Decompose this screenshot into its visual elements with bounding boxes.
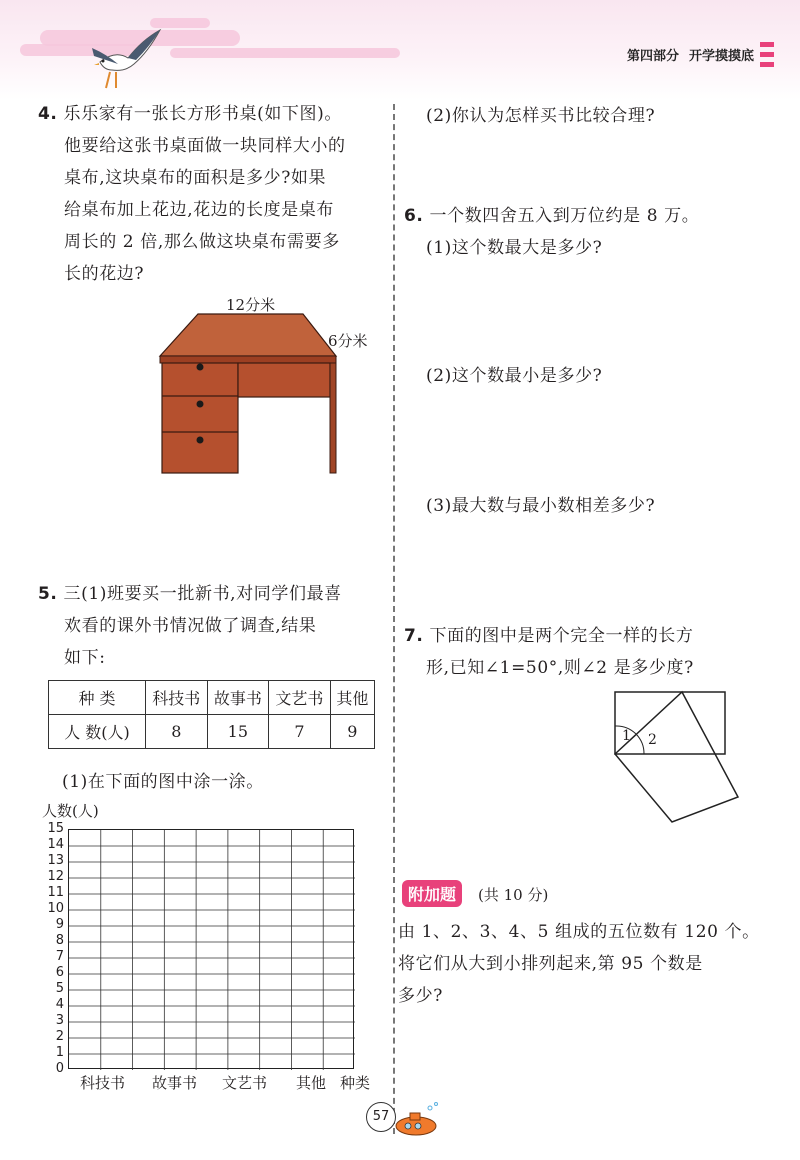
angle-2-label: 2 (648, 732, 657, 748)
table-cell: 7 (269, 715, 331, 749)
bonus-line: 由 1、2、3、4、5 组成的五位数有 120 个。 (398, 922, 760, 942)
q7-line: 下面的图中是两个完全一样的长方 (429, 626, 694, 646)
x-label: 科技书 (80, 1074, 126, 1092)
q4-line: 他要给这张书桌面做一块同样大小的 (64, 136, 346, 156)
question-5 (38, 578, 342, 674)
q6-sub3: (3)最大数与最小数相差多少? (426, 496, 656, 516)
q4-line: 乐乐家有一张长方形书桌(如下图)。 (63, 104, 342, 124)
bonus-question (398, 916, 760, 1012)
q4-line: 桌布,这块桌布的面积是多少?如果 (64, 168, 327, 188)
q5-line: 欢看的课外书情况做了调查,结果 (64, 616, 317, 636)
q4-line: 长的花边? (64, 264, 145, 284)
q7-line: 形,已知∠1=50°,则∠2 是多少度? (426, 658, 694, 678)
q5-line: 三(1)班要买一批新书,对同学们最喜 (63, 584, 342, 604)
question-6 (404, 200, 699, 264)
bonus-tag: 附加题 (402, 880, 462, 907)
desk-illustration (158, 312, 338, 477)
y-tick-label: 3 (55, 1013, 64, 1028)
table-header-cell: 文艺书 (269, 681, 331, 715)
table-cell: 9 (330, 715, 374, 749)
y-tick-label: 13 (47, 853, 64, 868)
y-tick-label: 2 (55, 1029, 64, 1044)
grid-lines (69, 830, 355, 1070)
y-tick-label: 14 (47, 837, 64, 852)
y-tick-label: 9 (55, 917, 64, 932)
table-cell: 8 (146, 715, 208, 749)
q5-sub2: (2)你认为怎样买书比较合理? (426, 106, 656, 126)
q6-text: 一个数四舍五入到万位约是 8 万。 (429, 206, 700, 226)
q5-number: 5. (38, 584, 58, 604)
y-tick-label: 0 (55, 1061, 64, 1076)
y-tick-label: 11 (47, 885, 64, 900)
table-header-cell: 故事书 (207, 681, 269, 715)
y-tick-label: 10 (47, 901, 64, 916)
y-tick-label: 7 (55, 949, 64, 964)
y-tick-label: 6 (55, 965, 64, 980)
q4-line: 周长的 2 倍,那么做这块桌布需要多 (64, 232, 340, 252)
angle-1-label: 1 (622, 728, 631, 744)
table-cell: 15 (207, 715, 269, 749)
bonus-score: (共 10 分) (478, 886, 549, 904)
q5-line: 如下: (64, 648, 106, 668)
table-row-label: 人 数(人) (49, 715, 146, 749)
question-4 (38, 98, 346, 290)
header-part: 第四部分 (626, 49, 679, 64)
bonus-line: 将它们从大到小排列起来,第 95 个数是 (398, 954, 703, 974)
q6-sub2: (2)这个数最小是多少? (426, 366, 603, 386)
table-header-row (49, 681, 375, 715)
seagull-illustration (70, 20, 180, 90)
table-header-cell: 科技书 (146, 681, 208, 715)
x-label: 文艺书 (222, 1074, 268, 1092)
x-label: 故事书 (152, 1074, 198, 1092)
desk-length-label: 12分米 (226, 296, 276, 314)
chart-y-title: 人数(人) (42, 802, 99, 820)
q5-sub1: (1)在下面的图中涂一涂。 (62, 772, 264, 792)
q6-sub1: (1)这个数最大是多少? (426, 238, 603, 258)
rectangles-figure (610, 690, 740, 825)
x-label: 种类 (340, 1074, 371, 1092)
x-label: 其他 (296, 1074, 327, 1092)
submarine-icon (392, 1100, 442, 1140)
q6-number: 6. (404, 206, 424, 226)
y-tick-label: 12 (47, 869, 64, 884)
y-tick-label: 15 (47, 821, 64, 836)
table-header-cell: 其他 (330, 681, 374, 715)
desk-width-label: 6分米 (328, 332, 368, 350)
table-header-cell: 种 类 (49, 681, 146, 715)
bonus-line: 多少? (398, 986, 443, 1006)
q7-number: 7. (404, 626, 424, 646)
column-divider (393, 104, 395, 1134)
page-number: 57 (366, 1102, 396, 1132)
y-tick-label: 8 (55, 933, 64, 948)
question-7 (404, 620, 694, 684)
header-section: 开学摸摸底 (688, 49, 754, 64)
survey-table (48, 680, 375, 749)
pink-cloud-decoration (170, 48, 400, 58)
q4-line: 给桌布加上花边,花边的长度是桌布 (64, 200, 335, 220)
header-title (617, 45, 754, 64)
y-tick-label: 5 (55, 981, 64, 996)
y-tick-label: 4 (55, 997, 64, 1012)
q4-number: 4. (38, 104, 58, 124)
y-tick-label: 1 (55, 1045, 64, 1060)
bar-chart-grid[interactable] (68, 829, 354, 1069)
header-side-decoration (754, 40, 778, 72)
table-row (49, 715, 375, 749)
